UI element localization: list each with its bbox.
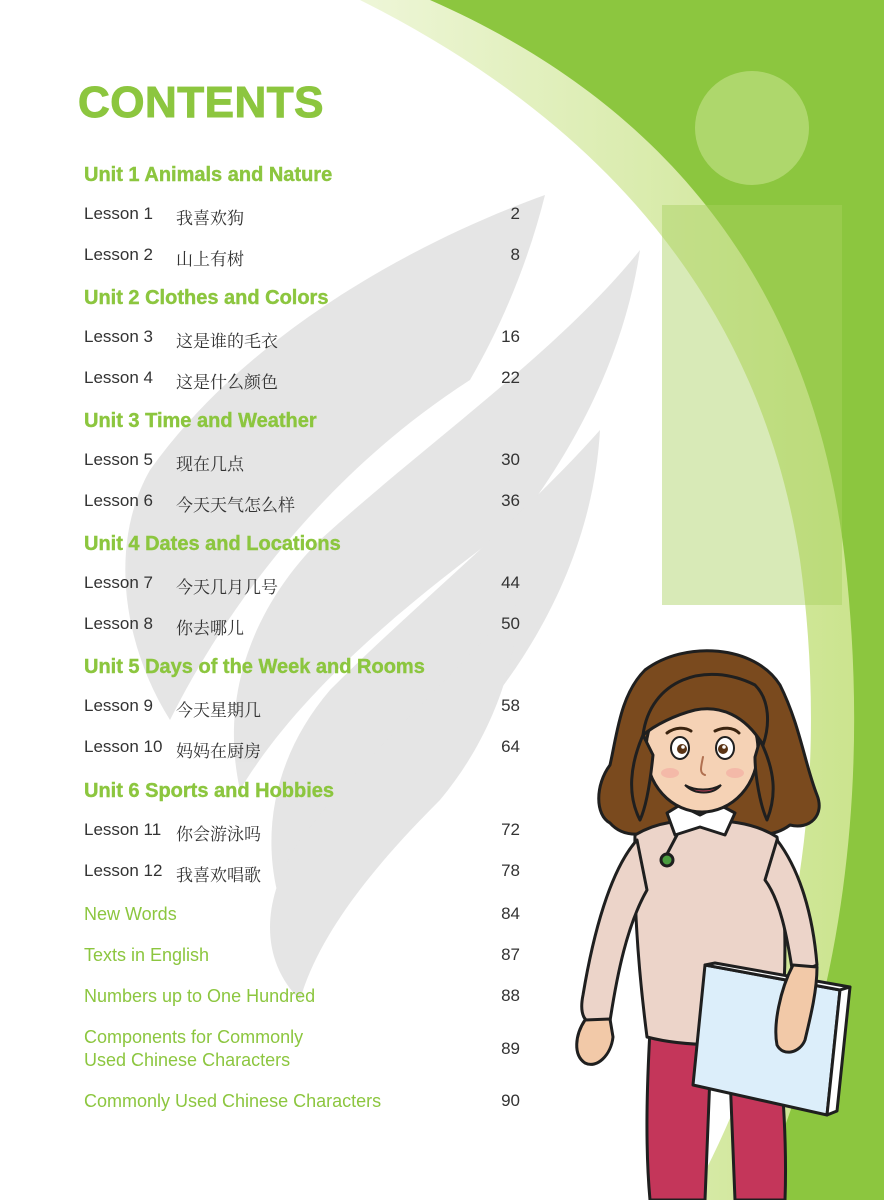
- page-number: 16: [501, 327, 520, 346]
- toc-row-lesson-11[interactable]: [84, 820, 522, 846]
- lesson-label: Lesson 9: [84, 696, 153, 715]
- toc-row-lesson-6[interactable]: [84, 491, 522, 517]
- unit-heading-4[interactable]: Unit 4 Dates and Locations: [84, 533, 341, 555]
- lesson-chinese-title: 今天天气怎么样: [176, 496, 295, 516]
- toc-row-common-characters[interactable]: [84, 1090, 522, 1116]
- lesson-chinese-title: 今天星期几: [176, 701, 261, 721]
- lesson-chinese-title: 这是谁的毛衣: [176, 332, 278, 352]
- toc-row-numbers[interactable]: [84, 985, 522, 1011]
- page-number: 22: [501, 368, 520, 387]
- entry-title-line-2: Used Chinese Characters: [84, 1050, 291, 1070]
- lesson-chinese-title: 你去哪儿: [176, 619, 244, 639]
- pendant: [661, 854, 673, 866]
- page-number: 30: [501, 450, 520, 469]
- toc-row-lesson-1[interactable]: [84, 204, 522, 230]
- lesson-label: Lesson 12: [84, 861, 163, 880]
- page-number: 64: [501, 737, 520, 756]
- page-number: 89: [501, 1039, 520, 1058]
- unit-heading-6[interactable]: Unit 6 Sports and Hobbies: [84, 780, 335, 802]
- lesson-chinese-title: 妈妈在厨房: [176, 742, 261, 762]
- lesson-label: Lesson 11: [84, 820, 162, 839]
- toc-row-new-words[interactable]: [84, 903, 522, 929]
- lesson-chinese-title: 这是什么颜色: [176, 373, 278, 393]
- entry-title: Numbers up to One Hundred: [84, 986, 316, 1006]
- page-number: 44: [501, 573, 520, 592]
- entry-title: Texts in English: [84, 945, 210, 965]
- page-number: 58: [501, 696, 520, 715]
- lesson-label: Lesson 8: [84, 614, 153, 633]
- girl-holding-book-illustration: [555, 645, 855, 1200]
- toc-row-lesson-3[interactable]: [84, 327, 522, 353]
- entry-title: Commonly Used Chinese Characters: [84, 1091, 382, 1111]
- toc-row-lesson-9[interactable]: [84, 696, 522, 722]
- page-number: 78: [501, 861, 520, 880]
- toc-row-lesson-7[interactable]: [84, 573, 522, 599]
- unit-heading-1[interactable]: Unit 1 Animals and Nature: [84, 164, 333, 186]
- lesson-label: Lesson 1: [84, 204, 153, 223]
- unit-heading-2[interactable]: Unit 2 Clothes and Colors: [84, 287, 329, 309]
- lesson-chinese-title: 我喜欢狗: [176, 209, 244, 229]
- lesson-chinese-title: 你会游泳吗: [176, 825, 261, 845]
- lesson-label: Lesson 7: [84, 573, 153, 592]
- toc-row-lesson-2[interactable]: [84, 245, 522, 271]
- lesson-label: Lesson 10: [84, 737, 163, 756]
- page-number: 90: [501, 1091, 520, 1110]
- lesson-chinese-title: 我喜欢唱歌: [176, 866, 261, 886]
- lesson-label: Lesson 2: [84, 245, 153, 264]
- toc-row-lesson-12[interactable]: [84, 861, 522, 887]
- lesson-label: Lesson 5: [84, 450, 153, 469]
- lesson-chinese-title: 今天几月几号: [176, 578, 278, 598]
- toc-row-lesson-4[interactable]: [84, 368, 522, 394]
- lesson-label: Lesson 4: [84, 368, 153, 387]
- entry-title-line-1: Components for Commonly: [84, 1027, 304, 1047]
- page-number: 72: [501, 820, 520, 839]
- page-number: 8: [510, 245, 520, 264]
- page-title: CONTENTS: [78, 78, 324, 127]
- entry-title: New Words: [84, 904, 177, 924]
- page-number: 50: [501, 614, 520, 633]
- toc-row-lesson-10[interactable]: [84, 737, 522, 763]
- page-number: 84: [501, 904, 520, 923]
- lesson-label: Lesson 6: [84, 491, 153, 510]
- page-number: 2: [510, 204, 520, 223]
- book: [693, 965, 840, 1115]
- toc-row-texts-in-english[interactable]: [84, 944, 522, 970]
- toc-row-lesson-5[interactable]: [84, 450, 522, 476]
- toc-row-lesson-8[interactable]: [84, 614, 522, 640]
- page-number: 88: [501, 986, 520, 1005]
- page-number: 87: [501, 945, 520, 964]
- unit-heading-5[interactable]: Unit 5 Days of the Week and Rooms: [84, 656, 425, 678]
- lesson-label: Lesson 3: [84, 327, 153, 346]
- unit-heading-3[interactable]: Unit 3 Time and Weather: [84, 410, 317, 432]
- page-number: 36: [501, 491, 520, 510]
- lesson-chinese-title: 山上有树: [176, 250, 244, 270]
- toc-row-components[interactable]: [84, 1026, 522, 1074]
- lesson-chinese-title: 现在几点: [176, 455, 244, 475]
